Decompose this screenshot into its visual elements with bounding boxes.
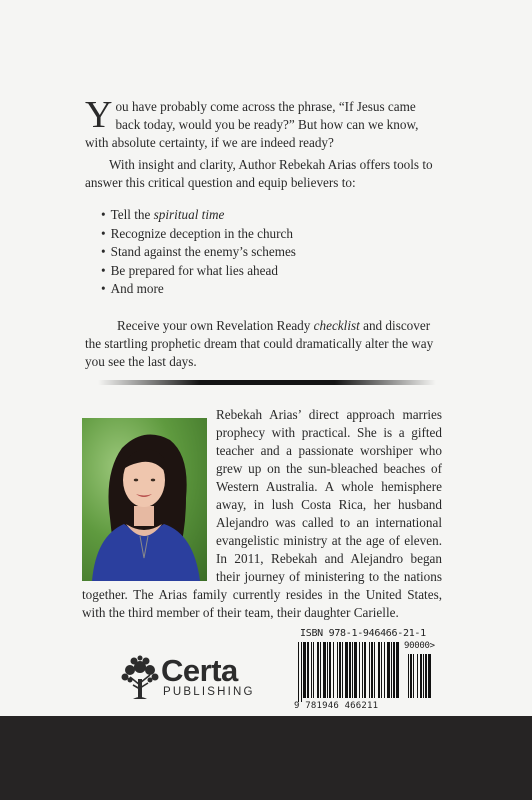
bullet-item: • Recognize deception in the church (101, 225, 443, 244)
photo-spacer (82, 406, 216, 582)
price-code: 90000> (404, 641, 435, 651)
author-bio-text: Rebekah Arias’ direct approach marries prophecy with practical. She is a gifted teacher and a passionate worshiper who grew up on the sun-bleached beaches of Western Australia. A whole hemisphere away, in lush Costa Rica, her husband Alejandro was called to an international evangelistic ministry at the age of eleven. In 2011, Rebekah and Alejandro began their journey of ministering to the nations together. The Arias family currently resides in the United States, with the third member of their team, their daughter Carielle. (82, 407, 442, 620)
blurb-paragraph-2: With insight and clarity, Author Rebekah Arias offers tools to answer this critical question and equip believers to: (85, 157, 433, 190)
bullet-emphasis: spiritual time (153, 207, 225, 222)
divider-rule (98, 380, 436, 385)
drop-cap: Y (85, 94, 113, 136)
isbn-label: ISBN 978-1-946466-21-1 (300, 628, 426, 639)
footer-band (0, 716, 532, 800)
tree-icon (121, 655, 159, 701)
bullet-item: • Tell the spiritual time (101, 206, 443, 225)
checklist-emphasis: checklist (313, 317, 360, 333)
publisher-logo (121, 655, 261, 703)
isbn-barcode (294, 626, 446, 716)
ean-digits: 9 781946 466211 (294, 701, 379, 711)
book-blurb (85, 94, 443, 371)
barcode-bars (296, 642, 446, 704)
bullet-item: • Be prepared for what lies ahead (101, 262, 443, 281)
author-bio (82, 406, 442, 622)
blurb-paragraph-3: Receive your own Revelation Ready checklist and discover the startling prophetic dream that could dramatically alter the way you see the last days. (85, 317, 434, 369)
publisher-subtitle: PUBLISHING (163, 686, 255, 698)
blurb-paragraph-1-text: ou have probably come across the phrase, “If Jesus came back today, would you be ready?” But how can we know, with absolute certainty, if we are indeed ready? (85, 99, 419, 150)
publisher-name: Certa (161, 653, 238, 688)
bullet-item: • And more (101, 280, 443, 299)
blurb-paragraph-1 (85, 94, 443, 152)
bullet-item: • Stand against the enemy’s schemes (101, 243, 443, 262)
bullet-list (101, 206, 443, 299)
